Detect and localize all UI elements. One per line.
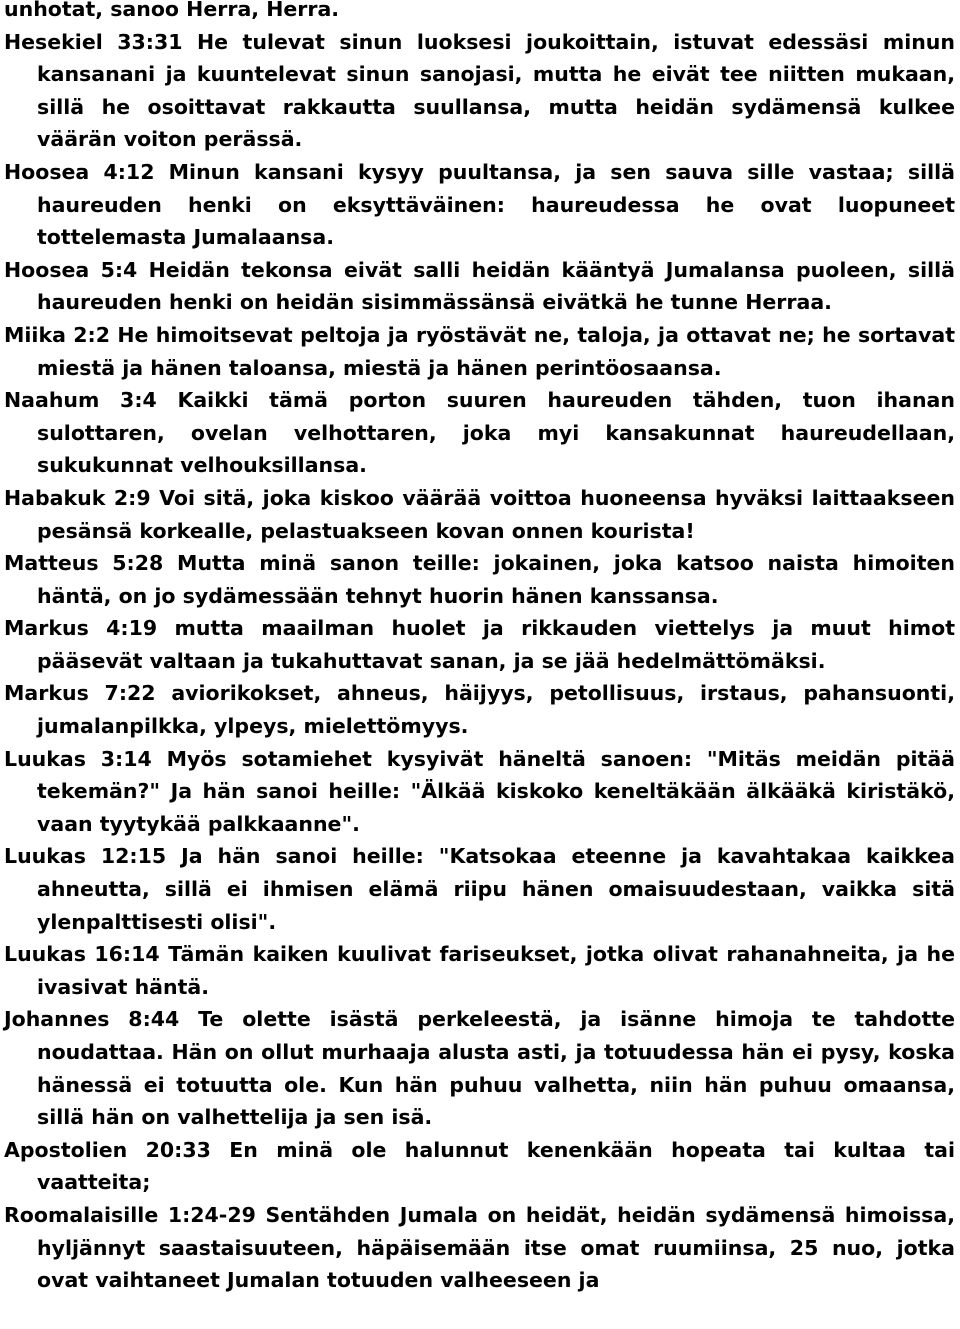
verse bbox=[0, 938, 955, 1003]
verse-reference: Miika 2:2 bbox=[4, 322, 110, 347]
verse bbox=[0, 677, 955, 742]
verse bbox=[0, 1134, 955, 1199]
verse bbox=[0, 26, 955, 156]
verse-text: unhotat, sanoo Herra, Herra. bbox=[4, 0, 340, 21]
verse-reference: Hesekiel 33:31 bbox=[4, 29, 183, 54]
verse-reference: Matteus 5:28 bbox=[4, 551, 164, 576]
verse bbox=[0, 1003, 955, 1133]
verse-reference: Naahum 3:4 bbox=[4, 388, 157, 413]
verse-text: Sentähden Jumala on heidät, heidän sydämensä himoissa, hyljännyt saastaisuuteen, häpäisemään itse omat ruumiinsa, 25 nuo, jotka ovat vaihtaneet Jumalan totuuden valheeseen ja bbox=[37, 1202, 956, 1293]
verse-text: Voi sitä, joka kiskoo väärää voittoa huoneensa hyväksi laittaakseen pesänsä korkealle, pelastuakseen kovan onnen kourista! bbox=[37, 485, 955, 543]
verse bbox=[0, 384, 955, 482]
verse-reference: Hoosea 5:4 bbox=[4, 257, 138, 282]
verse-reference: Luukas 16:14 bbox=[4, 942, 160, 967]
verse bbox=[0, 547, 955, 612]
verse-text: Tämän kaiken kuulivat fariseukset, jotka olivat rahanahneita, ja he ivasivat häntä. bbox=[37, 942, 956, 999]
verse bbox=[0, 482, 955, 547]
verse-reference: Habakuk 2:9 bbox=[4, 485, 151, 510]
verse bbox=[0, 156, 955, 254]
verse-text: He himoitsevat peltoja ja ryöstävät ne, taloja, ja ottavat ne; he sortavat miestä ja hänen taloansa, miestä ja hänen perintöosaansa. bbox=[37, 322, 955, 380]
verse-reference: Luukas 12:15 bbox=[4, 844, 167, 869]
verse bbox=[0, 1199, 955, 1297]
verse-reference: Markus 4:19 bbox=[4, 616, 158, 641]
verse-text: mutta maailman huolet ja rikkauden viettelys ja muut himot pääsevät valtaan ja tukahuttavat sanan, ja se jää hedelmättömäksi. bbox=[37, 616, 955, 673]
verse-reference: Roomalaisille 1:24-29 bbox=[4, 1202, 256, 1227]
verse bbox=[0, 319, 955, 384]
verse-continuation bbox=[0, 0, 955, 26]
verse-text: Kaikki tämä porton suuren haureuden tähden, tuon ihanan sulottaren, ovelan velhottaren, joka myi kansakunnat haureudellaan, sukukunnat velhouksillansa. bbox=[37, 388, 955, 478]
verse-reference: Johannes 8:44 bbox=[4, 1007, 180, 1032]
verse-text: He tulevat sinun luoksesi joukoittain, istuvat edessäsi minun kansanani ja kuuntelevat sinun sanojasi, mutta he eivät tee niitten mukaan, sillä he osoittavat rakkautta suullansa, mutta heidän sydämensä kulkee väärän voiton perässä. bbox=[37, 29, 955, 152]
verse bbox=[0, 840, 955, 938]
verse-text: Mutta minä sanon teille: jokainen, joka katsoo naista himoiten häntä, on jo sydämessään tehnyt huorin hänen kanssansa. bbox=[37, 551, 955, 608]
verse-text: aviorikokset, ahneus, häijyys, petollisuus, irstaus, pahansuonti, jumalanpilkka, ylpeys, mielettömyys. bbox=[37, 681, 955, 739]
verse-reference: Luukas 3:14 bbox=[4, 746, 152, 771]
verse bbox=[0, 612, 955, 677]
verse-reference: Apostolien 20:33 bbox=[4, 1137, 211, 1162]
verse-text: Heidän tekonsa eivät salli heidän kääntyä Jumalansa puoleen, sillä haureuden henki on heidän sisimmässänsä eivätkä he tunne Herraa. bbox=[37, 257, 955, 315]
verse-reference: Markus 7:22 bbox=[4, 681, 156, 706]
verse-text: Myös sotamiehet kysyivät häneltä sanoen: "Mitäs meidän pitää tekemän?" Ja hän sanoi heille: "Älkää kiskoko keneltäkään älkääkä kiristäkö, vaan tyytykää palkkaanne". bbox=[37, 746, 956, 836]
verse bbox=[0, 743, 955, 841]
verse-text: Minun kansani kysyy puultansa, ja sen sauva sille vastaa; sillä haureuden henki on eksyttäväinen: haureudessa he ovat luopuneet tottelemasta Jumalaansa. bbox=[37, 159, 955, 250]
verse-reference: Hoosea 4:12 bbox=[4, 159, 155, 184]
verse-text: Te olette isästä perkeleestä, ja isänne himoja te tahdotte noudattaa. Hän on ollut murhaaja alusta asti, ja totuudessa hän ei pysy, koska hänessä ei totuutta ole. Kun hän puhuu valhetta, niin hän puhuu omaansa, sillä hän on valhettelija ja sen isä. bbox=[37, 1007, 955, 1130]
verse-text: Ja hän sanoi heille: "Katsokaa eteenne ja kavahtakaa kaikkea ahneutta, sillä ei ihmisen elämä riipu hänen omaisuudestaan, vaikka sitä ylenpalttisesti olisi". bbox=[37, 844, 956, 934]
verse bbox=[0, 254, 955, 319]
verse-text: En minä ole halunnut kenenkään hopeata tai kultaa tai vaatteita; bbox=[37, 1137, 955, 1195]
